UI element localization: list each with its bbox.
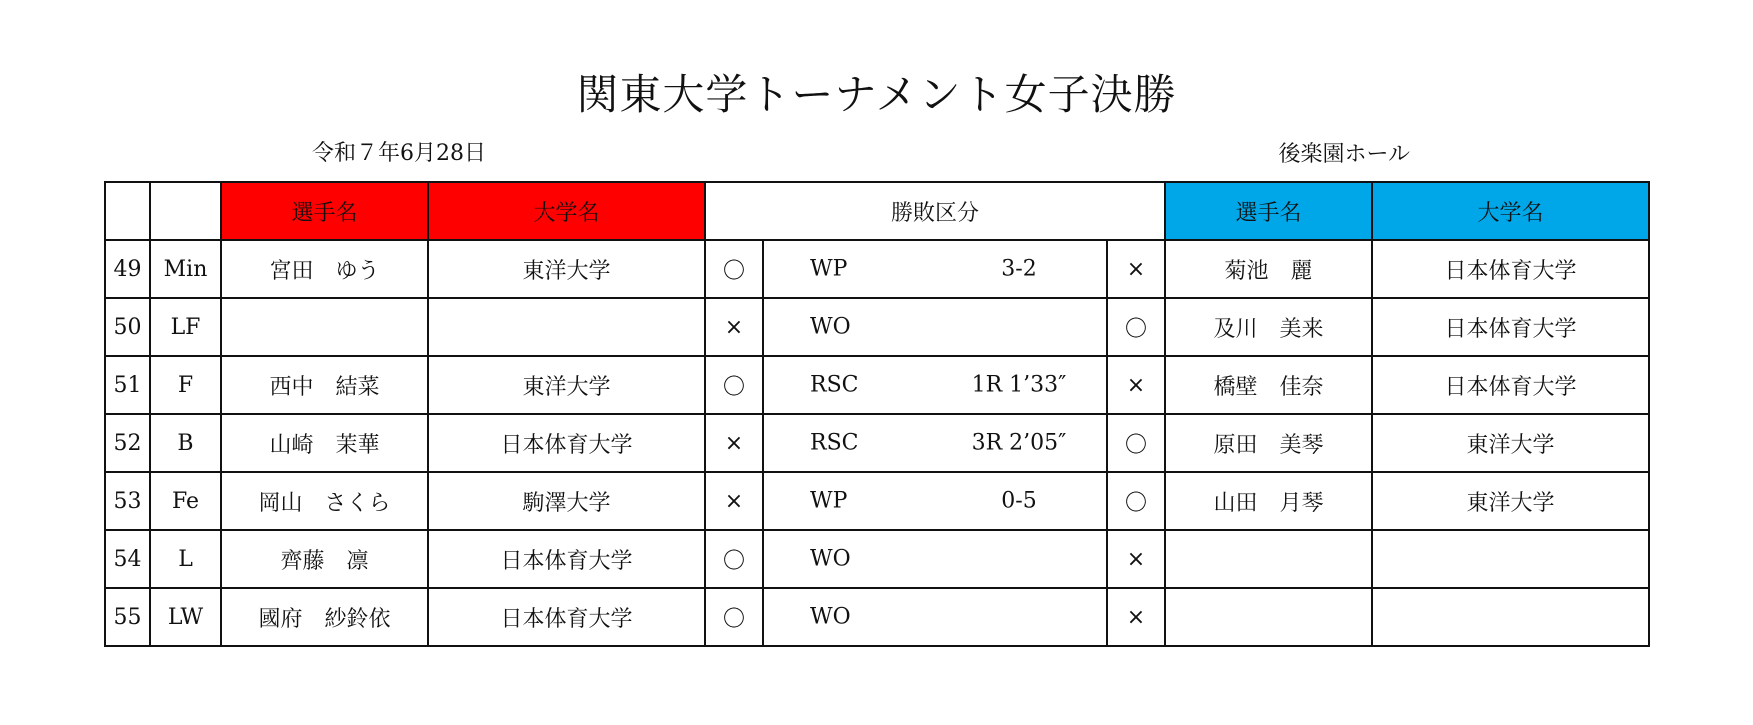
weight-class: L	[150, 530, 221, 588]
blue-result-mark: ×	[1107, 530, 1165, 588]
decision-detail: 3R 2’05″	[971, 430, 1067, 456]
blue-result-mark: ×	[1107, 356, 1165, 414]
blue-university	[1372, 530, 1649, 588]
decision-method: RSC	[810, 372, 859, 398]
red-result-mark: ×	[705, 414, 763, 472]
red-university: 東洋大学	[428, 240, 705, 298]
blue-result-mark: 〇	[1107, 298, 1165, 356]
red-result-mark: ×	[705, 472, 763, 530]
bout-number: 50	[105, 298, 150, 356]
red-result-mark: 〇	[705, 356, 763, 414]
bout-number: 49	[105, 240, 150, 298]
table-row	[105, 530, 1649, 588]
decision-method: WO	[810, 546, 851, 572]
red-player-name: 岡山 さくら	[221, 472, 428, 530]
decision-method: WO	[810, 604, 851, 630]
blue-result-mark: ×	[1107, 588, 1165, 646]
blue-university	[1372, 588, 1649, 646]
red-player-name: 國府 紗鈴依	[221, 588, 428, 646]
table-row	[105, 356, 1649, 414]
blue-university: 東洋大学	[1372, 472, 1649, 530]
weight-class: LF	[150, 298, 221, 356]
red-university: 東洋大学	[428, 356, 705, 414]
red-result-mark: 〇	[705, 588, 763, 646]
result-detail-cell	[763, 414, 1107, 472]
decision-method: WP	[810, 256, 848, 282]
bout-number: 54	[105, 530, 150, 588]
blue-university: 東洋大学	[1372, 414, 1649, 472]
blue-player-name: 及川 美来	[1165, 298, 1372, 356]
header-blue-university: 大学名	[1372, 182, 1649, 240]
red-university: 日本体育大学	[428, 530, 705, 588]
header-red-player: 選手名	[221, 182, 428, 240]
decision-method: RSC	[810, 430, 859, 456]
decision-detail: 0-5	[1001, 488, 1037, 514]
header-no	[105, 182, 150, 240]
decision-detail: 1R 1’33″	[971, 372, 1067, 398]
decision-method: WO	[810, 314, 851, 340]
table-row	[105, 588, 1649, 646]
red-result-mark: ×	[705, 298, 763, 356]
bout-number: 55	[105, 588, 150, 646]
table-row	[105, 414, 1649, 472]
blue-player-name	[1165, 530, 1372, 588]
bout-number: 52	[105, 414, 150, 472]
red-player-name	[221, 298, 428, 356]
header-result: 勝敗区分	[705, 182, 1165, 240]
table-row	[105, 472, 1649, 530]
table-row	[105, 298, 1649, 356]
blue-player-name: 山田 月琴	[1165, 472, 1372, 530]
blue-university: 日本体育大学	[1372, 240, 1649, 298]
header-row	[105, 182, 1649, 240]
red-player-name: 宮田 ゆう	[221, 240, 428, 298]
red-player-name: 齊藤 凛	[221, 530, 428, 588]
decision-detail: 3-2	[1001, 256, 1037, 282]
blue-player-name: 菊池 麗	[1165, 240, 1372, 298]
result-detail-cell	[763, 356, 1107, 414]
red-university: 日本体育大学	[428, 414, 705, 472]
weight-class: Min	[150, 240, 221, 298]
header-class	[150, 182, 221, 240]
bout-number: 53	[105, 472, 150, 530]
weight-class: LW	[150, 588, 221, 646]
weight-class: Fe	[150, 472, 221, 530]
red-result-mark: 〇	[705, 530, 763, 588]
blue-player-name: 原田 美琴	[1165, 414, 1372, 472]
blue-result-mark: 〇	[1107, 414, 1165, 472]
blue-result-mark: ×	[1107, 240, 1165, 298]
blue-result-mark: 〇	[1107, 472, 1165, 530]
blue-university: 日本体育大学	[1372, 356, 1649, 414]
results-table	[104, 181, 1650, 647]
header-blue-player: 選手名	[1165, 182, 1372, 240]
weight-class: B	[150, 414, 221, 472]
weight-class: F	[150, 356, 221, 414]
result-detail-cell	[763, 530, 1107, 588]
decision-method: WP	[810, 488, 848, 514]
header-red-university: 大学名	[428, 182, 705, 240]
result-detail-cell	[763, 240, 1107, 298]
red-university: 駒澤大学	[428, 472, 705, 530]
result-detail-cell	[763, 588, 1107, 646]
red-university: 日本体育大学	[428, 588, 705, 646]
red-result-mark: 〇	[705, 240, 763, 298]
result-detail-cell	[763, 472, 1107, 530]
red-player-name: 山崎 茉華	[221, 414, 428, 472]
red-university	[428, 298, 705, 356]
blue-university: 日本体育大学	[1372, 298, 1649, 356]
bout-list	[105, 240, 1649, 646]
blue-player-name	[1165, 588, 1372, 646]
result-detail-cell	[763, 298, 1107, 356]
page-title: 関東大学トーナメント女子決勝	[576, 70, 1177, 119]
event-date: 令和７年6月28日	[312, 141, 486, 166]
blue-player-name: 橋壁 佳奈	[1165, 356, 1372, 414]
red-player-name: 西中 結菜	[221, 356, 428, 414]
event-venue: 後楽園ホール	[1278, 142, 1410, 167]
table-row	[105, 240, 1649, 298]
bout-number: 51	[105, 356, 150, 414]
